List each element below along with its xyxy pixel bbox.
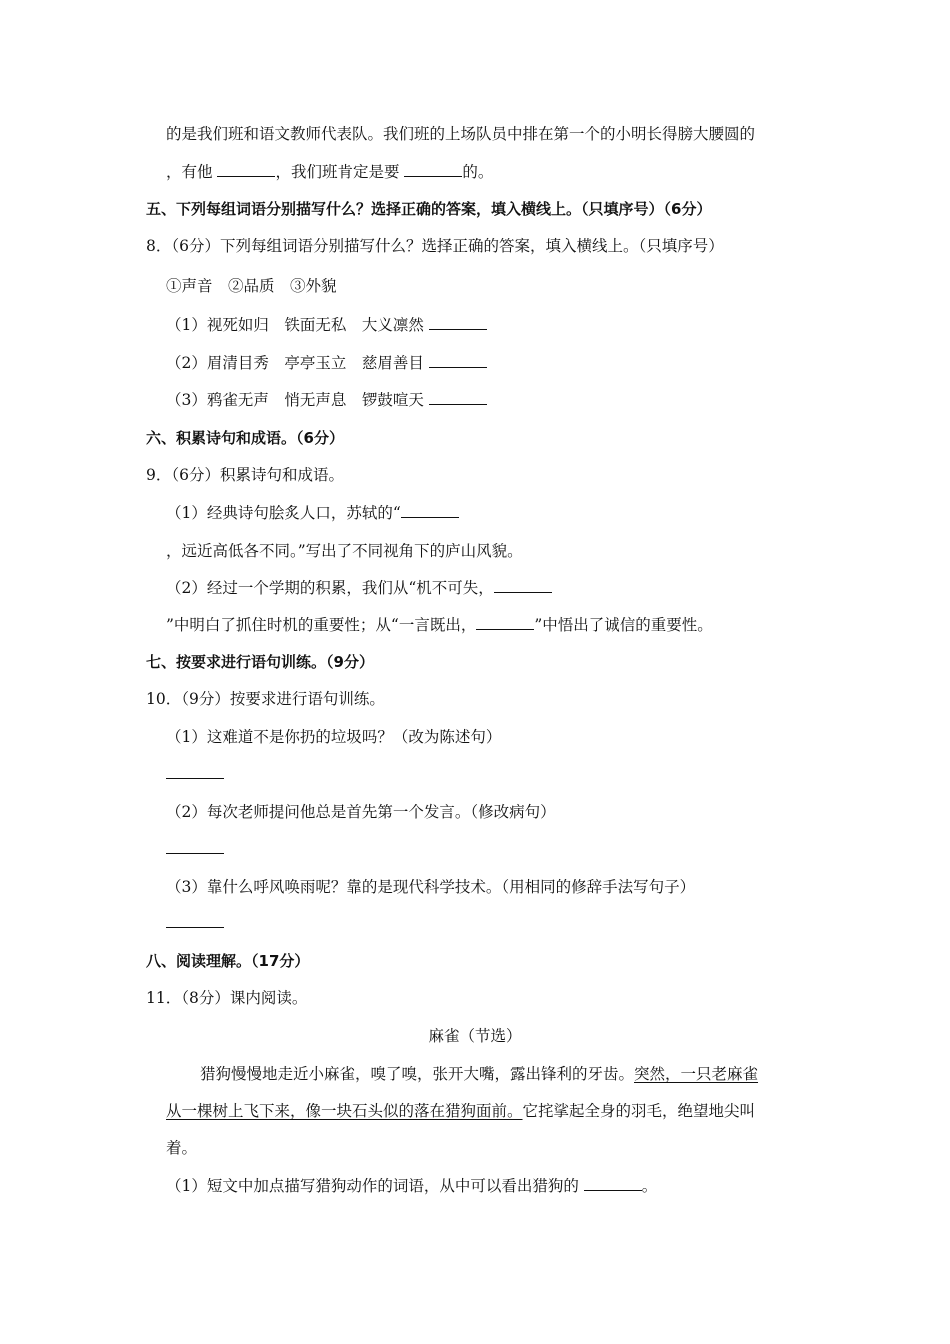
answer-line [166,764,224,784]
passage-title: 麻雀（节选） [428,1027,522,1045]
question-stem: 11．（8分）课内阅读。 [146,989,308,1007]
question-stem: 8．（6分）下列每组词语分别描写什么？选择正确的答案，填入横线上。（只填序号） [146,237,724,255]
subquestion-cont [166,615,713,635]
passage-line [200,1064,758,1084]
subquestion [166,353,487,373]
answer-blank[interactable] [429,315,487,330]
text: ，有他 [166,163,218,181]
answer-blank[interactable] [217,162,275,177]
passage-line: 的是我们班和语文教师代表队。我们班的上场队员中排在第一个的小明长得膀大腰圆的 [166,125,756,143]
subquestion: （1）这难道不是你扔的垃圾吗？（改为陈述句） [166,728,502,746]
answer-blank[interactable] [429,353,487,368]
answer-blank[interactable] [584,1176,642,1191]
passage-line [166,1101,755,1121]
section-heading: 六、积累诗句和成语。（6分） [146,429,344,447]
options: ①声音 ②品质 ③外貌 [166,277,337,295]
answer-line [166,839,224,859]
question-stem: 10．（9分）按要求进行语句训练。 [146,690,385,708]
subquestion: （3）靠什么呼风唤雨呢？靠的是现代科学技术。（用相同的修辞手法写句子） [166,878,696,896]
text: 。 [641,1177,658,1195]
underlined-text: 突然，一只老麻雀 [634,1065,759,1083]
subquestion [166,578,552,598]
text: （3）鸦雀无声 悄无声息 锣鼓喧天 [166,391,429,409]
question-stem: 9．（6分）积累诗句和成语。 [146,466,344,484]
subquestion: （2）每次老师提问他总是首先第一个发言。（修改病句） [166,803,556,821]
underlined-text: 从一棵树上飞下来，像一块石头似的落在猎狗面前。 [166,1102,523,1120]
subquestion-cont: ，远近高低各不同。”写出了不同视角下的庐山风貌。 [166,542,523,560]
text: ”中明白了抓住时机的重要性；从“一言既出， [166,616,477,634]
section-heading: 七、按要求进行语句训练。（9分） [146,653,374,671]
passage-line: 着。 [166,1139,198,1157]
answer-blank[interactable] [166,764,224,779]
subquestion [166,390,487,410]
section-heading: 八、阅读理解。（17分） [146,952,310,970]
answer-blank[interactable] [404,162,462,177]
subquestion [166,503,459,523]
text: （2）经过一个学期的积累，我们从“机不可失， [166,579,494,597]
section-heading: 五、下列每组词语分别描写什么？选择正确的答案，填入横线上。（只填序号）（6分） [146,200,712,218]
answer-blank[interactable] [494,578,552,593]
text: 猎狗慢慢地走近小麻雀，嗅了嗅，张开大嘴，露出锋利的牙齿。 [200,1065,635,1083]
passage-line [166,162,493,182]
text: （1）经典诗句脍炙人口，苏轼的“ [166,504,401,522]
subquestion [166,1176,657,1196]
subquestion [166,315,487,335]
text: （2）眉清目秀 亭亭玉立 慈眉善目 [166,354,429,372]
answer-blank[interactable] [476,615,534,630]
answer-line [166,913,224,933]
text: ”中悟出了诚信的重要性。 [534,616,713,634]
answer-blank[interactable] [401,503,459,518]
answer-blank[interactable] [166,839,224,854]
answer-blank[interactable] [429,390,487,405]
answer-blank[interactable] [166,913,224,928]
text: 的。 [462,163,494,181]
text: （1）短文中加点描写猎狗动作的词语，从中可以看出猎狗的 [166,1177,584,1195]
text: （1）视死如归 铁面无私 大义凛然 [166,316,429,334]
text: 它挓挲起全身的羽毛，绝望地尖叫 [522,1102,756,1120]
text: ，我们班肯定是要 [275,163,405,181]
